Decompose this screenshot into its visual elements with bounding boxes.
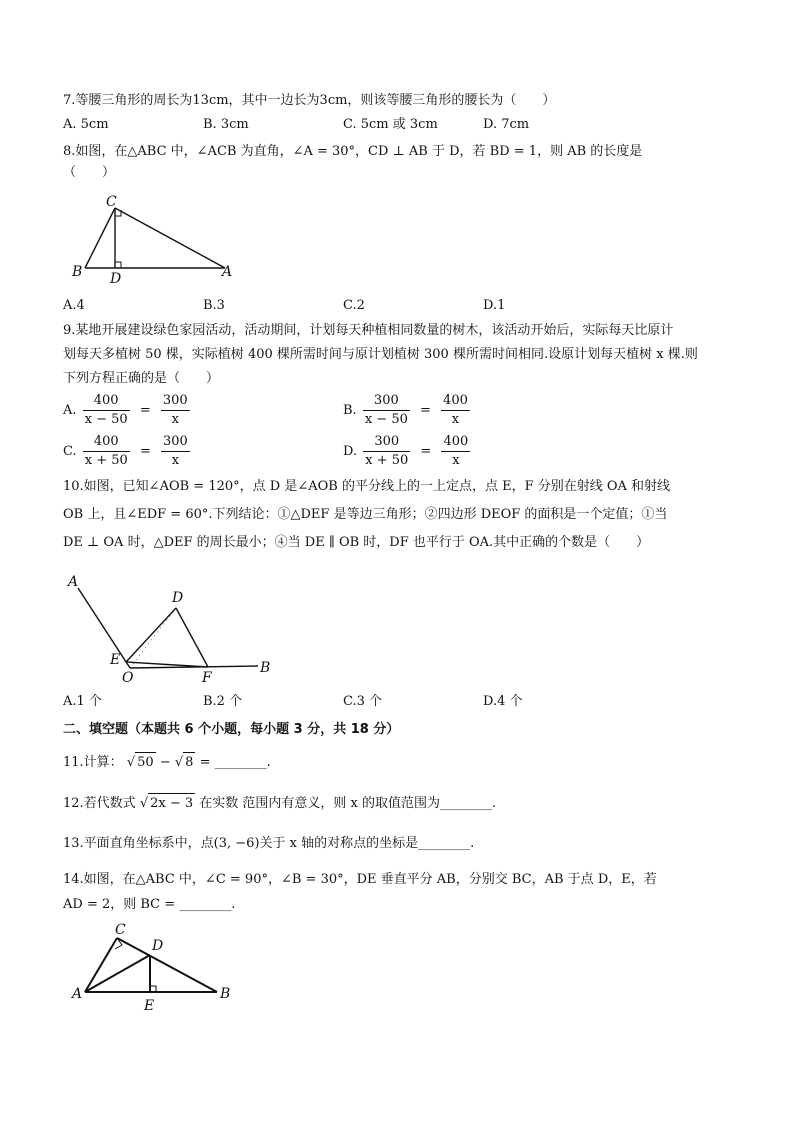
q12-suffix: 在实数 范围内有意义，则 x 的取值范围为________. <box>199 796 497 811</box>
q9-option-c: C. $\frac{400}{x + 50}$ = $\frac{300}{x}$ <box>63 434 188 468</box>
q10-segment-ef <box>126 662 208 667</box>
q9-option-d: D. $\frac{300}{x + 50}$ = $\frac{400}{x}$ <box>343 434 469 468</box>
q14-label-e: E <box>144 998 155 1014</box>
q9-option-a-right-fraction: $\frac{300}{x}$ <box>162 393 188 427</box>
q8-side-bc <box>85 208 115 268</box>
q7-option-a: A. 5cm <box>63 117 109 132</box>
q10-option-b: B.2 个 <box>203 694 243 709</box>
q10-label-e: E <box>110 652 121 668</box>
q8-option-a: A.4 <box>63 298 85 313</box>
q7-option-d: D. 7cm <box>483 117 530 132</box>
q10-label-f: F <box>202 670 212 686</box>
q7-stem: 7.等腰三角形的周长为13cm，其中一边长为3cm，则该等腰三角形的腰长为（ ） <box>63 93 556 108</box>
q9-option-c-right-fraction: $\frac{300}{x}$ <box>162 434 188 468</box>
q11: 11.计算： √ 50 − √ 8 = ________. <box>63 752 271 773</box>
q9-option-d-left-fraction: $\frac{300}{x + 50}$ <box>365 434 409 468</box>
q12-sqrt-expression: √ 2x − 3 <box>140 796 195 811</box>
q11-sqrt-8: √ 8 <box>175 755 196 770</box>
q8-answer-paren: （ ） <box>63 165 116 180</box>
q9-option-b-right-fraction: $\frac{400}{x}$ <box>443 393 468 427</box>
q10-stem-line3: DE ⊥ OA 时，△DEF 的周长最小；④当 DE ∥ OB 时，DF 也平行于 OA.其中正确的个数是（ ） <box>63 535 650 550</box>
q9-option-b-left-fraction: $\frac{300}{x - 50}$ <box>364 393 408 427</box>
q8-option-d: D.1 <box>483 298 506 313</box>
q9-stem-line3: 下列方程正确的是（ ） <box>63 371 220 386</box>
q9-stem-line2: 划每天多植树 50 棵，实际植树 400 棵所需时间与原计划植树 300 棵所需时间相同.设原计划每天植树 x 棵.则 <box>63 347 698 362</box>
q10-label-b: B <box>260 660 271 676</box>
q13-text: 13.平面直角坐标系中，点(3, −6)关于 x 轴的对称点的坐标是________. <box>63 836 475 851</box>
q12-prefix: 12.若代数式 <box>63 796 136 811</box>
q9-option-a-left-fraction: $\frac{400}{x - 50}$ <box>84 393 128 427</box>
q10-stem-line1: 10.如图，已知∠AOB = 120°，点 D 是∠AOB 的平分线上的一上定点，点 E，F 分别在射线 OA 和射线 <box>63 479 671 494</box>
q9-option-b: B. $\frac{300}{x - 50}$ = $\frac{400}{x}$ <box>343 393 468 427</box>
q14-stem-line1: 14.如图，在△ABC 中，∠C = 90°，∠B = 30°，DE 垂直平分 AB，分别交 BC，AB 于点 D，E，若 <box>63 872 657 887</box>
q9-option-d-label: D. <box>343 443 358 459</box>
q10-option-a: A.1 个 <box>63 694 102 709</box>
q8-option-b: B.3 <box>203 298 225 313</box>
q10-label-o: O <box>122 670 134 686</box>
q14-triangle-figure <box>60 918 260 1018</box>
q8-label-d: D <box>110 271 122 287</box>
q10-label-d: D <box>172 590 184 606</box>
q7-option-c: C. 5cm 或 3cm <box>343 117 438 132</box>
q9-option-c-label: C. <box>63 443 77 459</box>
q14-label-a: A <box>72 986 83 1002</box>
q9-stem-line1: 9.某地开展建设绿色家园活动，活动期间，计划每天种植相同数量的树木，该活动开始后，实际每天比原计 <box>63 323 674 338</box>
q10-ray-oa <box>78 588 130 668</box>
q8-right-angle-d <box>115 262 121 268</box>
q8-label-a: A <box>222 264 233 280</box>
q8-option-c: C.2 <box>343 298 365 313</box>
q11-prefix: 11.计算： <box>63 755 123 770</box>
q8-triangle-figure <box>60 188 250 288</box>
q14-label-d: D <box>152 938 164 954</box>
q8-stem: 8.如图，在△ABC 中，∠ACB 为直角，∠A = 30°，CD ⊥ AB 于 D，若 BD = 1，则 AB 的长度是 <box>63 144 643 159</box>
q10-label-a: A <box>68 574 79 590</box>
q10-segment-df <box>176 608 208 667</box>
q14-label-c: C <box>115 922 126 938</box>
q10-angle-figure <box>60 566 280 686</box>
q10-segment-ed <box>126 608 176 662</box>
q8-label-b: B <box>72 264 83 280</box>
q14-label-b: B <box>220 986 231 1002</box>
q10-option-c: C.3 个 <box>343 694 383 709</box>
q9-option-a-label: A. <box>63 402 77 418</box>
q8-label-c: C <box>106 194 117 210</box>
section-fill-in-title: 二、填空题（本题共 6 个小题，每小题 3 分，共 18 分） <box>63 722 400 737</box>
q8-side-ca <box>115 208 225 268</box>
q14-stem-line2: AD = 2，则 BC = ________. <box>63 897 236 912</box>
q10-bisector-od <box>130 608 176 668</box>
q10-stem-line2: OB 上，且∠EDF = 60°.下列结论：①△DEF 是等边三角形；②四边形 DEOF 的面积是一个定值；①当 <box>63 507 668 522</box>
q9-option-a: A. $\frac{400}{x - 50}$ = $\frac{300}{x}$ <box>63 393 188 427</box>
q7-option-b: B. 3cm <box>203 117 249 132</box>
q11-suffix: = ________. <box>199 755 271 770</box>
q9-option-d-right-fraction: $\frac{400}{x}$ <box>443 434 469 468</box>
q11-sqrt-50: √ 50 <box>127 755 156 770</box>
q14-segment-ad <box>85 955 150 992</box>
q9-option-b-label: B. <box>343 402 357 418</box>
q12 <box>63 793 496 814</box>
q9-option-c-left-fraction: $\frac{400}{x + 50}$ <box>84 434 128 468</box>
q10-option-d: D.4 个 <box>483 694 523 709</box>
